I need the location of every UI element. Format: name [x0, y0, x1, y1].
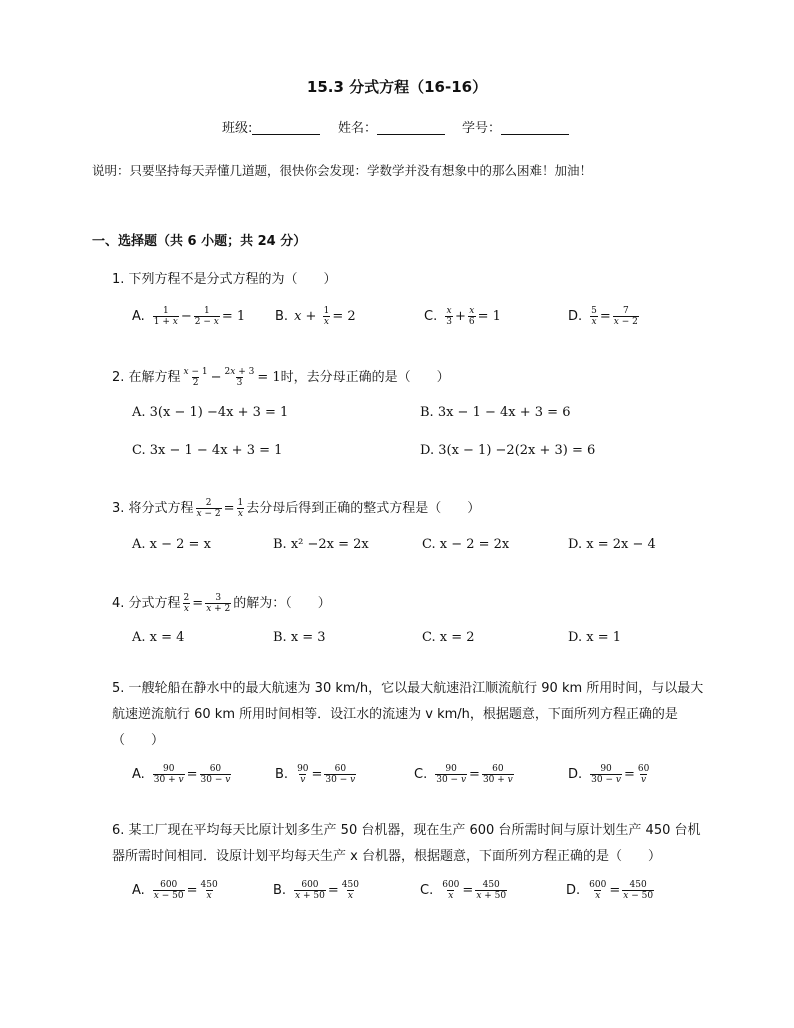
- student-id-field: [462, 117, 569, 136]
- q2-option-b: B. 3x − 1 − 4x + 3 = 6: [420, 405, 571, 420]
- q6-option-d: D. $\frac{600}{x}$ = $\frac{450}{x - 50}$: [566, 880, 654, 901]
- question-5-stem: 5. 一艘轮船在静水中的最大航速为 30 km/h，它以最大航速沿江顺流航行 90 km 所用时间，与以最大航速逆流航行 60 km 所用时间相等．设江水的流速为 v km/h，根据题意，下面所列方程正确的是（ ）: [112, 681, 704, 748]
- q2-option-c: C. 3x − 1 − 4x + 3 = 1: [132, 443, 283, 458]
- q1-option-b: B. x + $\frac{1}{x}$ = 2: [275, 306, 356, 327]
- q6-option-b: B. $\frac{600}{x + 50}$ = $\frac{450}{x}$: [273, 880, 359, 901]
- q4-option-b: B. x = 3: [273, 630, 326, 645]
- instructions-note: 说明：只要坚持每天弄懂几道题，很快你会发现：学数学并没有想象中的那么困难！加油！: [92, 163, 593, 178]
- q1-option-a: A. $\frac{1}{1 + x}$ − $\frac{1}{2 - x}$ = 1: [132, 306, 246, 327]
- question-4-stem: 4. 分式方程 $\frac{2}{x}$ = $\frac{3}{x + 2}$ 的解为：（ ）: [112, 593, 331, 614]
- q3-option-a: A. x − 2 = x: [132, 537, 211, 552]
- class-blank: [252, 120, 320, 135]
- section-title: 一、选择题（共 6 小题；共 24 分）: [92, 234, 307, 249]
- q1-option-d: D. $\frac{5}{x}$ = $\frac{7}{x - 2}$: [568, 306, 638, 327]
- q3-option-b: B. x² −2x = 2x: [273, 537, 369, 552]
- name-field: [338, 117, 445, 136]
- question-1-stem: 1. 下列方程不是分式方程的为（ ）: [112, 272, 337, 287]
- name-blank: [377, 120, 445, 135]
- q4-option-c: C. x = 2: [422, 630, 475, 645]
- name-label: 姓名：: [338, 121, 378, 136]
- q5-option-c: C. $\frac{90}{30 - v}$ = $\frac{60}{30 + v}$: [414, 764, 513, 785]
- q4-option-a: A. x = 4: [132, 630, 185, 645]
- q6-option-c: C. $\frac{600}{x}$ = $\frac{450}{x + 50}$: [420, 880, 507, 901]
- id-blank: [501, 120, 569, 135]
- q5-option-a: A. $\frac{90}{30 + v}$ = $\frac{60}{30 - v}$: [132, 764, 231, 785]
- q1-option-c: C. $\frac{x}{3}$ + $\frac{x}{6}$ = 1: [424, 306, 501, 327]
- question-6-stem: 6. 某工厂现在平均每天比原计划多生产 50 台机器，现在生产 600 台所需时间与原计划生产 450 台机器所需时间相同．设原计划平均每天生产 x 台机器，根据题意，下面所列方程正确的是（ ）: [112, 823, 701, 864]
- page-title: 15.3 分式方程（16-16）: [306, 78, 488, 96]
- q5-option-d: D. $\frac{90}{30 - v}$ = $\frac{60}{v}$: [568, 764, 650, 785]
- q4-option-d: D. x = 1: [568, 630, 621, 645]
- q2-option-a: A. 3(x − 1) −4x + 3 = 1: [132, 405, 289, 420]
- q5-option-b: B. $\frac{90}{v}$ = $\frac{60}{30 - v}$: [275, 764, 356, 785]
- q3-option-d: D. x = 2x − 4: [568, 537, 656, 552]
- q3-option-c: C. x − 2 = 2x: [422, 537, 510, 552]
- id-label: 学号：: [462, 121, 502, 136]
- class-field: [222, 117, 320, 136]
- question-3-stem: 3. 将分式方程 $\frac{2}{x - 2}$ = $\frac{1}{x}$ 去分母后得到正确的整式方程是（ ）: [112, 498, 481, 519]
- q2-option-d: D. 3(x − 1) −2(2x + 3) = 6: [420, 443, 596, 458]
- q6-option-a: A. $\frac{600}{x - 50}$ = $\frac{450}{x}$: [132, 880, 218, 901]
- question-2-stem: 2. 在解方程 $\frac{x - 1}{2}$ − $\frac{2x + 3}{3}$ = 1时，去分母正确的是（ ）: [112, 367, 450, 388]
- class-label: 班级:: [222, 121, 253, 136]
